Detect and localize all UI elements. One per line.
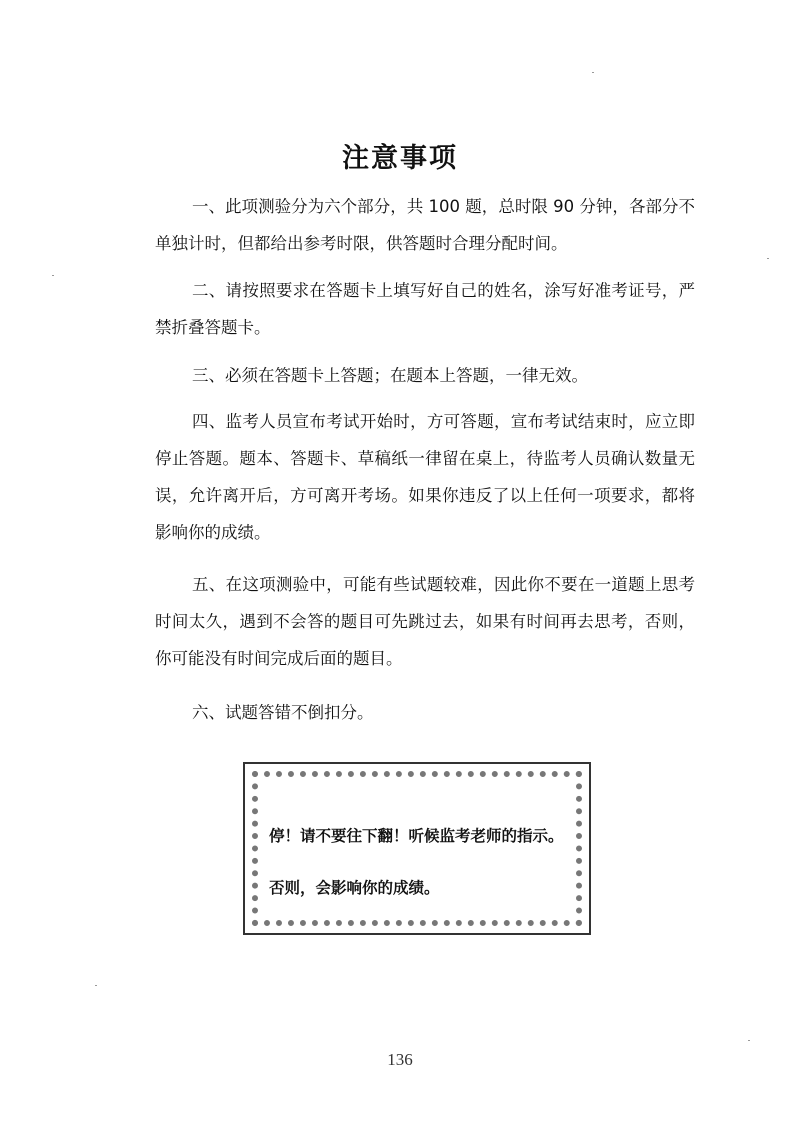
page-number: 136 (387, 1050, 413, 1069)
page-title: 注意事项 (342, 143, 458, 174)
instruction-item-6: 六、试题答错不倒扣分。 (192, 703, 374, 722)
scan-speck (767, 258, 769, 259)
instruction-item-5: 五、在这项测验中，可能有些试题较难，因此你不要在一道题上思考时间太久，遇到不会答的题目可先跳过去，如果有时间再去思考，否则，你可能没有时间完成后面的题目。 (155, 575, 695, 668)
notice-line-warning: 否则，会影响你的成绩。 (269, 878, 440, 897)
instruction-item-1: 一、此项测验分为六个部分，共 100 题，总时限 90 分钟，各部分不单独计时，但都给出参考时限，供答题时合理分配时间。 (155, 197, 695, 253)
decorative-border (252, 771, 582, 926)
instruction-item-3: 三、必须在答题卡上答题；在题本上答题，一律无效。 (192, 366, 588, 385)
scan-speck (592, 72, 594, 73)
scan-speck (748, 1040, 750, 1041)
notice-line-stop: 停！请不要往下翻！听候监考老师的指示。 (269, 826, 564, 845)
scan-speck (52, 275, 54, 276)
notice-box (243, 762, 591, 935)
instruction-item-4: 四、监考人员宣布考试开始时，方可答题，宣布考试结束时，应立即停止答题。题本、答题卡、草稿纸一律留在桌上，待监考人员确认数量无误，允许离开后，方可离开考场。如果你违反了以上任何一项要求，都将影响你的成绩。 (155, 412, 695, 542)
scan-speck (95, 985, 97, 986)
instruction-item-2: 二、请按照要求在答题卡上填写好自己的姓名，涂写好准考证号，严禁折叠答题卡。 (155, 281, 695, 337)
